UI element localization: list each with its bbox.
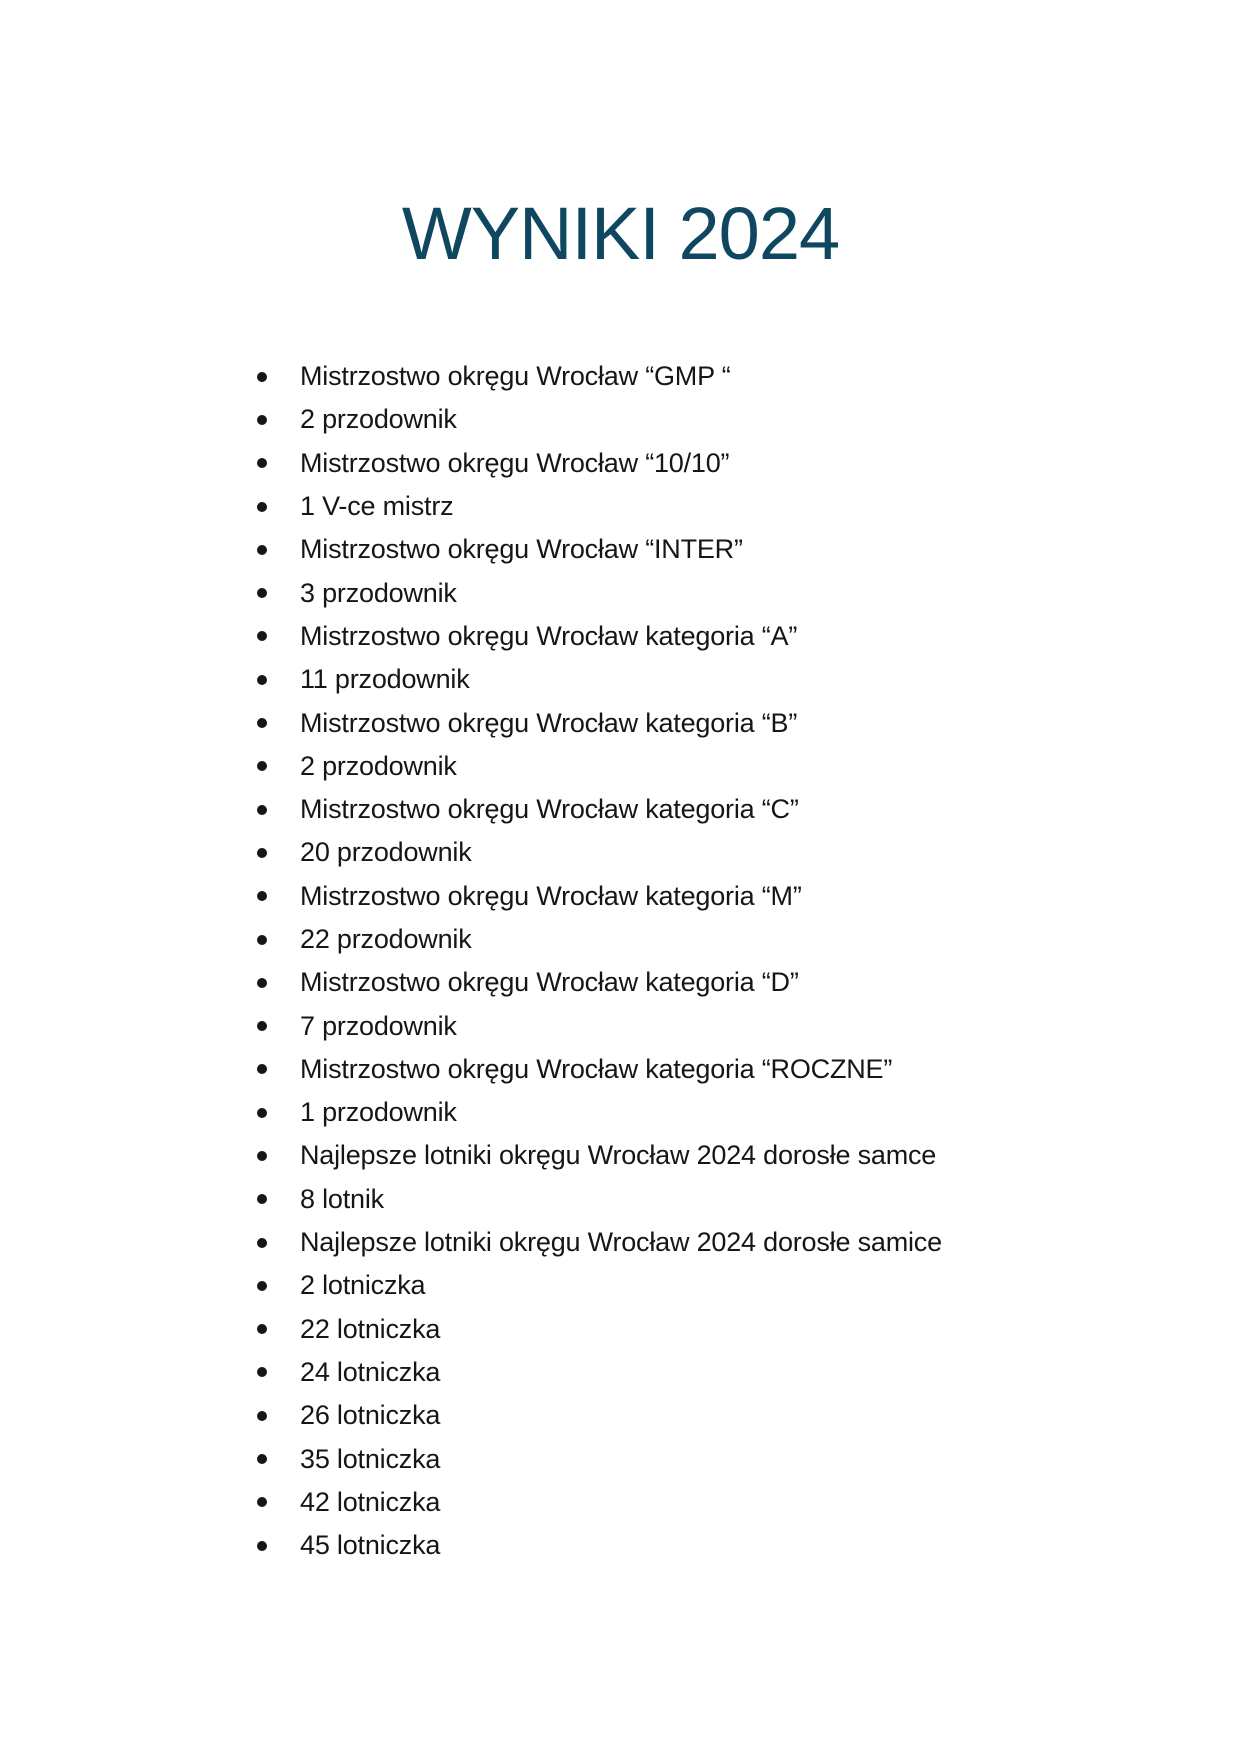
list-item — [257, 355, 942, 398]
list-item-text: 20 przodownik — [300, 837, 472, 868]
list-item — [257, 788, 942, 831]
list-item — [257, 1221, 942, 1264]
list-item-text: Mistrzostwo okręgu Wrocław kategoria “C” — [300, 794, 799, 825]
list-item — [257, 1351, 942, 1394]
list-item-text: 11 przodownik — [300, 664, 470, 695]
list-item-text: 22 przodownik — [300, 924, 472, 954]
bullet-icon — [257, 458, 267, 468]
list-item-text: Mistrzostwo okręgu Wrocław kategoria “ROCZNE” — [300, 1053, 893, 1084]
bullet-icon — [257, 761, 267, 771]
bullet-icon — [257, 978, 267, 988]
list-item — [257, 1437, 942, 1480]
bullet-icon — [257, 848, 267, 858]
bullet-icon — [257, 1108, 267, 1118]
results-list — [257, 355, 942, 1567]
list-item-text: Najlepsze lotniki okręgu Wrocław 2024 dorosłe samice — [300, 1227, 942, 1258]
list-item-text: 2 przodownik — [300, 750, 457, 781]
bullet-icon — [257, 1497, 267, 1507]
bullet-icon — [257, 1281, 267, 1291]
bullet-icon — [257, 1064, 267, 1074]
list-item-text: 24 lotniczka — [300, 1356, 441, 1387]
bullet-icon — [257, 631, 267, 641]
list-item — [257, 1481, 942, 1524]
bullet-icon — [257, 545, 267, 555]
list-item-text: 1 przodownik — [300, 1097, 457, 1128]
bullet-icon — [257, 805, 267, 815]
bullet-icon — [257, 1367, 267, 1377]
list-item-text: Mistrzostwo okręgu Wrocław “GMP “ — [300, 361, 731, 392]
list-item — [257, 1524, 942, 1567]
list-item-text: 2 przodownik — [300, 404, 457, 435]
list-item — [257, 1394, 942, 1437]
list-item-text: Mistrzostwo okręgu Wrocław “10/10” — [300, 447, 730, 478]
list-item — [257, 1264, 942, 1307]
list-item — [257, 961, 942, 1004]
list-item — [257, 571, 942, 614]
bullet-icon — [257, 1194, 267, 1204]
bullet-icon — [257, 675, 267, 685]
bullet-icon — [257, 1454, 267, 1464]
list-item-text: Najlepsze lotniki okręgu Wrocław 2024 dorosłe samce — [300, 1140, 937, 1171]
list-item-text: Mistrzostwo okręgu Wrocław kategoria “M” — [300, 880, 802, 911]
list-item — [257, 831, 942, 874]
bullet-icon — [257, 1151, 267, 1161]
list-item-text: 35 lotniczka — [300, 1443, 441, 1474]
list-item-text: Mistrzostwo okręgu Wrocław kategoria “A” — [300, 620, 798, 651]
list-item-text: 1 V-ce mistrz — [300, 491, 454, 522]
bullet-icon — [257, 1324, 267, 1334]
list-item — [257, 1134, 942, 1177]
list-item-text: Mistrzostwo okręgu Wrocław kategoria “B” — [300, 707, 798, 738]
page-title: WYNIKI 2024 — [401, 192, 840, 275]
bullet-icon — [257, 502, 267, 512]
list-item-text: 7 przodownik — [300, 1010, 457, 1041]
list-item-text: Mistrzostwo okręgu Wrocław kategoria “D” — [300, 967, 799, 998]
list-item — [257, 1048, 942, 1091]
list-item — [257, 1178, 942, 1221]
list-item — [257, 1004, 942, 1047]
list-item-text: 3 przodownik — [300, 577, 457, 608]
list-item — [257, 528, 942, 571]
list-item — [257, 658, 942, 701]
list-item — [257, 398, 942, 441]
list-item — [257, 745, 942, 788]
bullet-icon — [257, 415, 267, 425]
bullet-icon — [257, 1021, 267, 1031]
list-item — [257, 875, 942, 918]
bullet-icon — [257, 935, 267, 945]
list-item — [257, 485, 942, 528]
list-item — [257, 1308, 942, 1351]
list-item — [257, 918, 942, 961]
list-item-text: 8 lotnik — [300, 1183, 384, 1214]
bullet-icon — [257, 1541, 267, 1551]
bullet-icon — [257, 372, 267, 382]
bullet-icon — [257, 588, 267, 598]
bullet-icon — [257, 891, 267, 901]
list-item-text: 42 lotniczka — [300, 1486, 441, 1517]
list-item-text: 22 lotniczka — [300, 1313, 441, 1344]
bullet-icon — [257, 1411, 267, 1421]
list-item-text: 2 lotniczka — [300, 1270, 426, 1301]
list-item — [257, 615, 942, 658]
list-item-text: 45 lotniczka — [300, 1530, 441, 1561]
bullet-icon — [257, 1238, 267, 1248]
list-item-text: 26 lotniczka — [300, 1400, 441, 1431]
list-item-text: Mistrzostwo okręgu Wrocław “INTER” — [300, 534, 743, 565]
list-item — [257, 701, 942, 744]
list-item — [257, 442, 942, 485]
bullet-icon — [257, 718, 267, 728]
list-item — [257, 1091, 942, 1134]
